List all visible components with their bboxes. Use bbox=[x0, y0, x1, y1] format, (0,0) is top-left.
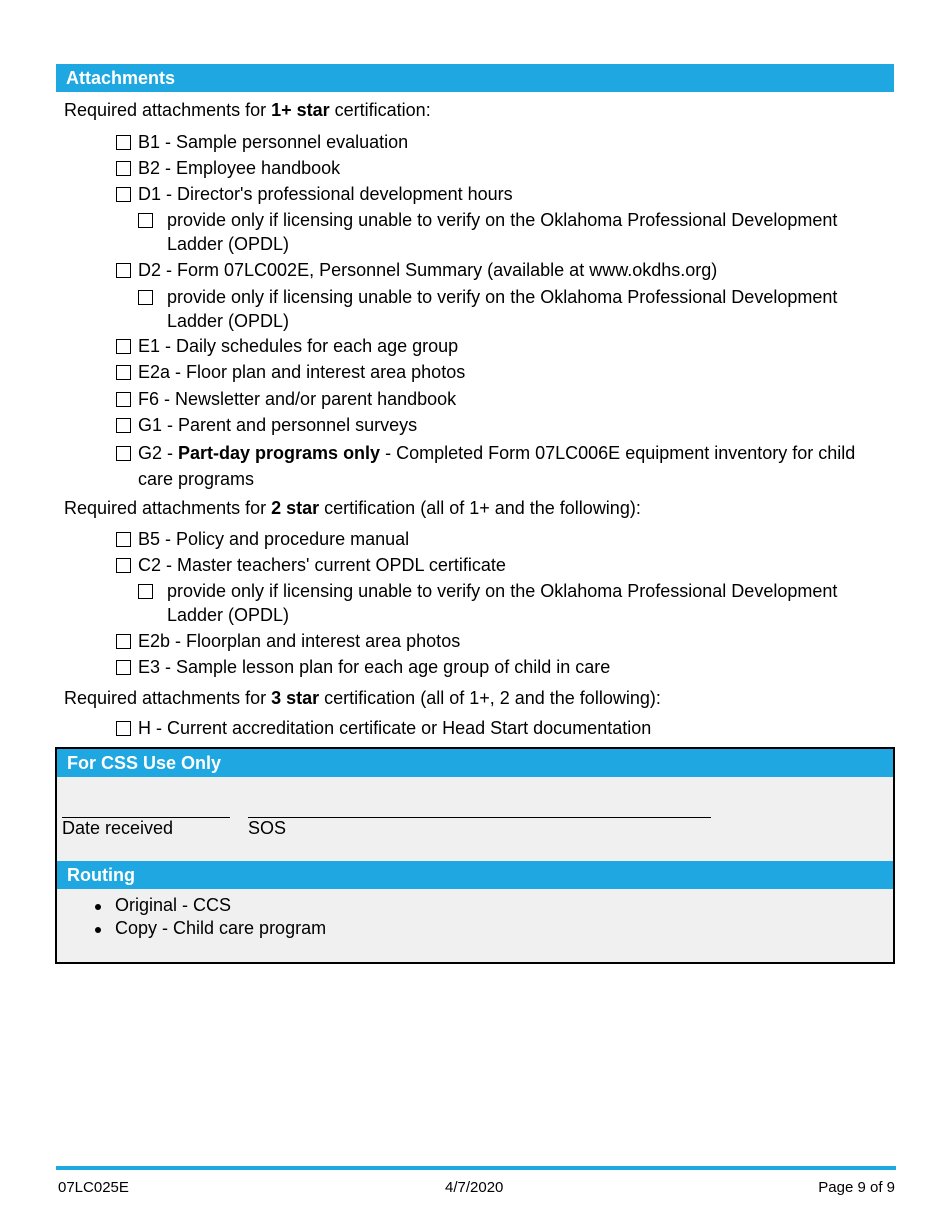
checkbox-g1[interactable] bbox=[116, 418, 131, 433]
date-received-label: Date received bbox=[62, 818, 174, 838]
checkbox-item-e1 bbox=[116, 334, 896, 358]
checkbox-item-c2 bbox=[116, 553, 896, 577]
sos-line[interactable] bbox=[248, 817, 711, 818]
css-use-header: For CSS Use Only bbox=[57, 749, 893, 777]
checkbox-item-b2 bbox=[116, 156, 896, 180]
checkbox-item-g2 bbox=[116, 440, 886, 492]
checkbox-label-e2a: E2a - Floor plan and interest area photos bbox=[138, 362, 466, 382]
checkbox-label-f6: F6 - Newsletter and/or parent handbook bbox=[138, 389, 457, 409]
checkbox-e3[interactable] bbox=[116, 660, 131, 675]
checkbox-label-c2-sub: provide only if licensing unable to verify on the Oklahoma Professional Development Ladder (OPDL) bbox=[167, 581, 838, 625]
checkbox-item-h bbox=[116, 716, 896, 740]
checkbox-label-b5: B5 - Policy and procedure manual bbox=[138, 529, 410, 549]
sos-label: SOS bbox=[248, 818, 287, 838]
checkbox-item-f6 bbox=[116, 387, 896, 411]
checkbox-label-g1: G1 - Parent and personnel surveys bbox=[138, 415, 418, 435]
checkbox-label-e1: E1 - Daily schedules for each age group bbox=[138, 336, 459, 356]
checkbox-label-b2: B2 - Employee handbook bbox=[138, 158, 341, 178]
bullet-icon bbox=[95, 927, 101, 933]
checkbox-b5[interactable] bbox=[116, 532, 131, 547]
checkbox-b2[interactable] bbox=[116, 161, 131, 176]
checkbox-item-b1 bbox=[116, 130, 896, 154]
checkbox-label-h: H - Current accreditation certificate or Head Start documentation bbox=[138, 718, 652, 738]
checkbox-item-e2a bbox=[116, 360, 896, 384]
checkbox-e2b[interactable] bbox=[116, 634, 131, 649]
checkbox-e2a[interactable] bbox=[116, 365, 131, 380]
checkbox-c2-sub[interactable] bbox=[138, 584, 153, 599]
bullet-icon bbox=[95, 904, 101, 910]
checkbox-item-d1-sub bbox=[138, 208, 878, 256]
checkbox-label-d1-sub: provide only if licensing unable to verify on the Oklahoma Professional Development Ladder (OPDL) bbox=[167, 210, 838, 254]
checkbox-h[interactable] bbox=[116, 721, 131, 736]
checkbox-label-b1: B1 - Sample personnel evaluation bbox=[138, 132, 409, 152]
three-star-intro: Required attachments for 3 star certification (all of 1+, 2 and the following): bbox=[64, 688, 661, 708]
checkbox-label-d2: D2 - Form 07LC002E, Personnel Summary (available at www.okdhs.org) bbox=[138, 260, 718, 280]
checkbox-item-g1 bbox=[116, 413, 896, 437]
checkbox-label-c2: C2 - Master teachers' current OPDL certificate bbox=[138, 555, 506, 575]
footer-date: 4/7/2020 bbox=[445, 1179, 504, 1196]
checkbox-item-e3 bbox=[116, 655, 896, 679]
page-number: Page 9 of 9 bbox=[818, 1179, 895, 1196]
css-use-panel bbox=[55, 747, 895, 964]
checkbox-item-d1 bbox=[116, 182, 896, 206]
checkbox-label-d2-sub: provide only if licensing unable to verify on the Oklahoma Professional Development Ladder (OPDL) bbox=[167, 287, 838, 331]
two-star-intro: Required attachments for 2 star certification (all of 1+ and the following): bbox=[64, 498, 641, 518]
checkbox-c2[interactable] bbox=[116, 558, 131, 573]
checkbox-item-d2-sub bbox=[138, 285, 878, 333]
checkbox-label-e2b: E2b - Floorplan and interest area photos bbox=[138, 631, 461, 651]
routing-item bbox=[95, 894, 326, 917]
one-star-intro: Required attachments for 1+ star certification: bbox=[64, 100, 431, 120]
routing-item bbox=[95, 917, 326, 940]
routing-item-label: Copy - Child care program bbox=[115, 918, 327, 938]
attachments-header: Attachments bbox=[56, 64, 894, 92]
checkbox-f6[interactable] bbox=[116, 392, 131, 407]
checkbox-e1[interactable] bbox=[116, 339, 131, 354]
checkbox-b1[interactable] bbox=[116, 135, 131, 150]
checkbox-label-g2: G2 - Part-day programs only - Completed Form 07LC006E equipment inventory for child care programs bbox=[138, 443, 856, 489]
footer-rule bbox=[56, 1166, 896, 1170]
checkbox-item-e2b bbox=[116, 629, 896, 653]
routing-list bbox=[95, 894, 326, 940]
checkbox-d1-sub[interactable] bbox=[138, 213, 153, 228]
checkbox-g2[interactable] bbox=[116, 446, 131, 461]
checkbox-item-b5 bbox=[116, 527, 896, 551]
checkbox-item-c2-sub bbox=[138, 579, 878, 627]
checkbox-label-e3: E3 - Sample lesson plan for each age group of child in care bbox=[138, 657, 611, 677]
checkbox-item-d2 bbox=[116, 258, 896, 282]
form-number: 07LC025E bbox=[58, 1179, 129, 1196]
routing-header: Routing bbox=[57, 861, 893, 889]
checkbox-d2[interactable] bbox=[116, 263, 131, 278]
checkbox-d1[interactable] bbox=[116, 187, 131, 202]
routing-item-label: Original - CCS bbox=[115, 895, 232, 915]
checkbox-d2-sub[interactable] bbox=[138, 290, 153, 305]
checkbox-label-d1: D1 - Director's professional development hours bbox=[138, 184, 513, 204]
